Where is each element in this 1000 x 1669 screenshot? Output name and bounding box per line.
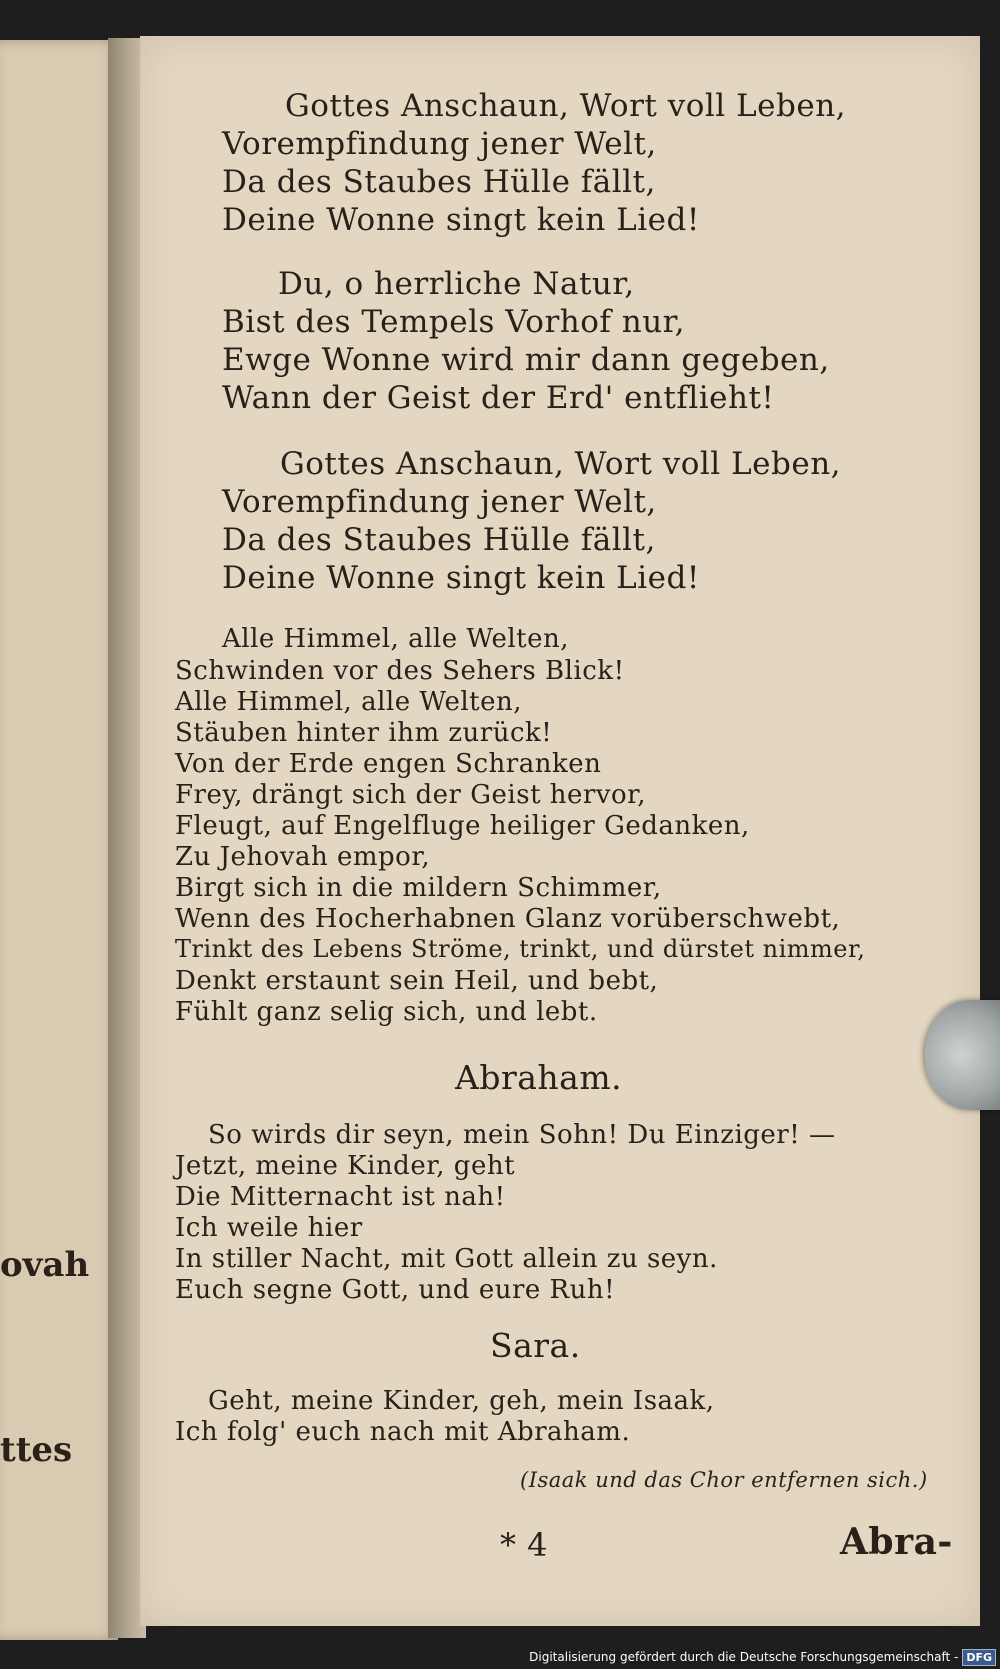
signature-mark: * 4 — [500, 1526, 549, 1564]
catchword: Abra- — [840, 1521, 953, 1563]
left-page-word: ttes — [0, 1430, 73, 1470]
verse-line: Da des Staubes Hülle fällt, — [222, 164, 656, 200]
speaker-heading: Abraham. — [455, 1058, 623, 1097]
dialogue-line: Euch segne Gott, und eure Ruh! — [175, 1275, 616, 1305]
verse-line: Deine Wonne singt kein Lied! — [222, 560, 700, 596]
speaker-heading: Sara. — [490, 1326, 581, 1365]
verse-line: Bist des Tempels Vorhof nur, — [222, 304, 685, 340]
chorus-line: Frey, drängt sich der Geist hervor, — [175, 780, 647, 810]
stage-direction: (Isaak und das Chor entfernen sich.) — [520, 1468, 928, 1492]
verse-line: Du, o herrliche Natur, — [278, 266, 635, 302]
book-page — [140, 36, 980, 1626]
verse-line: Vorempfindung jener Welt, — [222, 484, 657, 520]
dialogue-line: Ich folg' euch nach mit Abraham. — [175, 1417, 631, 1447]
dialogue-line: In stiller Nacht, mit Gott allein zu seyn. — [175, 1244, 718, 1274]
dfg-logo: DFG — [962, 1649, 996, 1666]
chorus-line: Trinkt des Lebens Ströme, trinkt, und dürstet nimmer, — [175, 935, 866, 963]
dialogue-line: Geht, meine Kinder, geh, mein Isaak, — [208, 1386, 715, 1416]
chorus-line: Denkt erstaunt sein Heil, und bebt, — [175, 966, 659, 996]
chorus-line: Fleugt, auf Engelfluge heiliger Gedanken, — [175, 811, 750, 841]
left-page-word: ovah — [0, 1245, 90, 1285]
verse-line: Gottes Anschaun, Wort voll Leben, — [280, 446, 842, 482]
dialogue-line: So wirds dir seyn, mein Sohn! Du Einziger! — — [208, 1120, 836, 1150]
verse-line: Deine Wonne singt kein Lied! — [222, 202, 700, 238]
chorus-line: Birgt sich in die mildern Schimmer, — [175, 873, 662, 903]
verse-line: Gottes Anschaun, Wort voll Leben, — [285, 88, 847, 124]
dialogue-line: Jetzt, meine Kinder, geht — [175, 1151, 516, 1181]
footer-credit — [529, 1647, 996, 1667]
chorus-line: Alle Himmel, alle Welten, — [222, 624, 570, 654]
chorus-line: Zu Jehovah empor, — [175, 842, 431, 872]
dialogue-line: Ich weile hier — [175, 1213, 363, 1243]
dialogue-line: Die Mitternacht ist nah! — [175, 1182, 506, 1212]
chorus-line: Alle Himmel, alle Welten, — [175, 687, 523, 717]
chorus-line: Von der Erde engen Schranken — [175, 749, 602, 779]
footer-text: Digitalisierung gefördert durch die Deutsche Forschungsgemeinschaft - — [529, 1650, 959, 1664]
verse-line: Ewge Wonne wird mir dann gegeben, — [222, 342, 830, 378]
left-page-fragment — [0, 40, 118, 1640]
chorus-line: Stäuben hinter ihm zurück! — [175, 718, 553, 748]
chorus-line: Schwinden vor des Sehers Blick! — [175, 656, 625, 686]
chorus-line: Fühlt ganz selig sich, und lebt. — [175, 997, 598, 1027]
chorus-line: Wenn des Hocherhabnen Glanz vorüberschwebt, — [175, 904, 841, 934]
verse-line: Da des Staubes Hülle fällt, — [222, 522, 656, 558]
verse-line: Vorempfindung jener Welt, — [222, 126, 657, 162]
verse-line: Wann der Geist der Erd' entflieht! — [222, 380, 775, 416]
